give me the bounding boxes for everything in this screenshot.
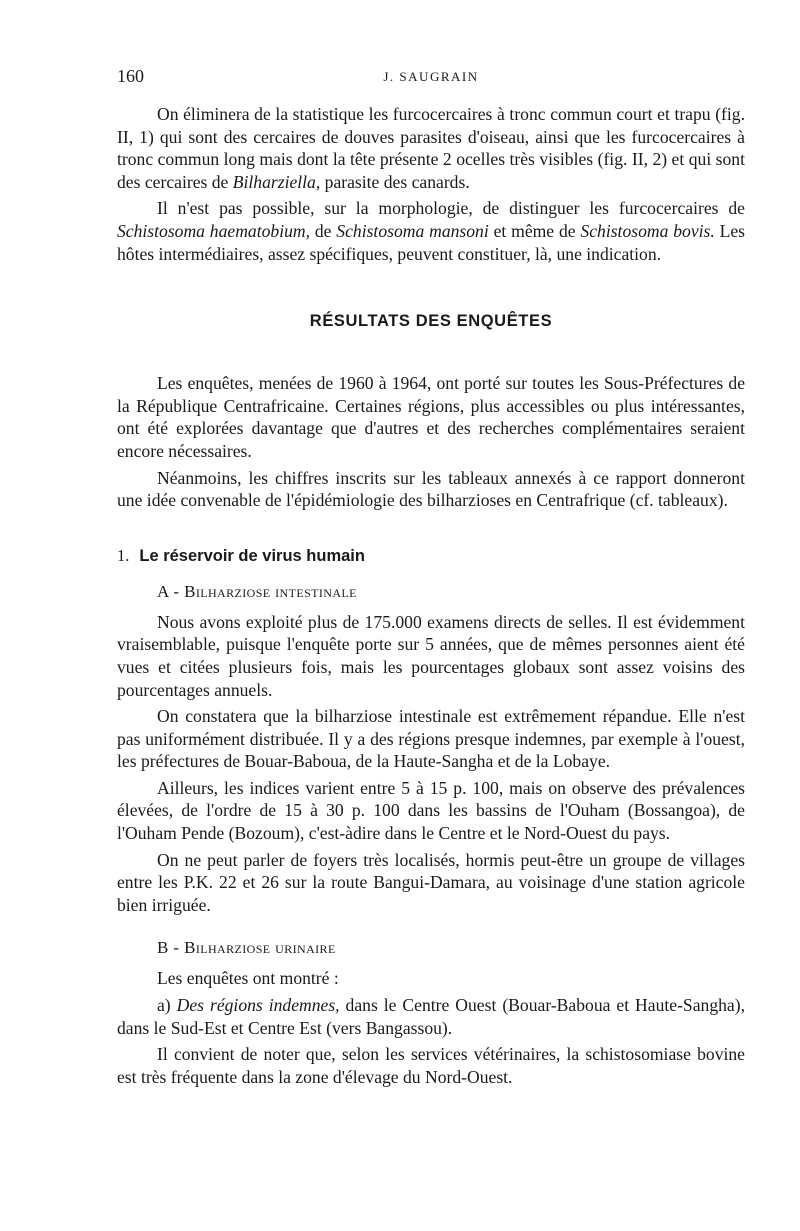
part-b-title: Bilharziose urinaire [184, 938, 336, 958]
part-a-paragraph-2: On constatera que la bilharziose intestinale est extrêmement répandue. Elle n'est pas uniformément distribuée. Il y a des régions presque indemnes, par exemple à l'ouest, les préfectures de Bouar-Baboua, de la Haute-Sangha et de la Lobaye. [117, 706, 745, 772]
part-a-title: Bilharziose intestinale [184, 581, 357, 601]
section-title: RÉSULTATS DES ENQUÊTES [309, 312, 553, 331]
taxon-s-bovis: Schistosoma bovis. [580, 220, 715, 241]
regions-indemnes: Des régions indemnes, [176, 995, 340, 1016]
running-head: J. SAUGRAIN [383, 69, 479, 84]
taxon-bilharziella: Bilharziella, [232, 171, 321, 192]
part-b-heading: B - Bilharziose urinaire [157, 938, 336, 958]
page-header [117, 66, 745, 90]
part-a-heading: A - Bilharziose intestinale [157, 581, 357, 601]
intro-paragraph-2: Il n'est pas possible, sur la morphologie, de distinguer les furcocercaires de Schistosoma haematobium, de Schistosoma mansoni et même de Schistosoma bovis. Les hôtes intermédiaires, assez spécifiques, peuvent constituer, là, une indication. [117, 198, 746, 264]
taxon-s-haematobium: Schistosoma haematobium, [117, 220, 310, 241]
part-b-paragraph-1: Les enquêtes ont montré : [157, 968, 339, 989]
part-b-paragraph-2: a) Des régions indemnes, dans le Centre Ouest (Bouar-Baboua et Haute-Sangha), dans le Sud-Est et Centre Est (vers Bangassou). [117, 995, 745, 1038]
intro-paragraph-1: On éliminera de la statistique les furcocercaires à tronc commun court et trapu (fig. II, 1) qui sont des cercaires de douves parasites d'oiseau, ainsi que les furcocercaires à tronc commun long mais dont la tête présente 2 ocelles très visibles (fig. II, 2) et qui sont des cercaires de Bilharziella, parasite des canards. [117, 104, 745, 192]
body-text [117, 103, 745, 1088]
subsection-number: 1. [117, 545, 130, 565]
section-paragraph-2: Néanmoins, les chiffres inscrits sur les tableaux annexés à ce rapport donneront une idée convenable de l'épidémiologie des bilharzioses en Centrafrique (cf. tableaux). [117, 467, 745, 511]
subsection-title: Le réservoir de virus humain [139, 546, 365, 565]
part-a-paragraph-3: Ailleurs, les indices varient entre 5 à 15 p. 100, mais on observe des prévalences élevées, de l'ordre de 15 à 30 p. 100 dans les bassins de l'Ouham (Bossangoa), de l'Ouham Pende (Bozoum), c'est-àdire dans le Centre et le Nord-Ouest du pays. [117, 777, 745, 844]
part-a-paragraph-4: On ne peut parler de foyers très localisés, hormis peut-être un groupe de villages entre les P.K. 22 et 26 sur la route Bangui-Damara, au voisinage d'une station agricole bien irriguée. [117, 849, 745, 915]
part-b-paragraph-3: Il convient de noter que, selon les services vétérinaires, la schistosomiase bovine est très fréquente dans la zone d'élevage du Nord-Ouest. [117, 1044, 745, 1087]
page-number: 160 [117, 66, 144, 86]
part-a-paragraph-1: Nous avons exploité plus de 175.000 examens directs de selles. Il est évidemment vraisemblable, puisque l'enquête porte sur 5 années, que de mêmes personnes aient été vues et citées plusieurs fois, mais les pourcentages globaux sont assez voisins des pourcentages annuels. [117, 611, 745, 700]
subsection-heading [117, 546, 745, 566]
taxon-s-mansoni: Schistosoma mansoni [336, 220, 489, 241]
section-paragraph-1: Les enquêtes, menées de 1960 à 1964, ont porté sur toutes les Sous-Préfectures de la République Centrafricaine. Certaines régions, plus accessibles ou plus intéressantes, ont été explorées davantage que d'autres et des recherches complémentaires seraient encore nécessaires. [117, 373, 745, 461]
